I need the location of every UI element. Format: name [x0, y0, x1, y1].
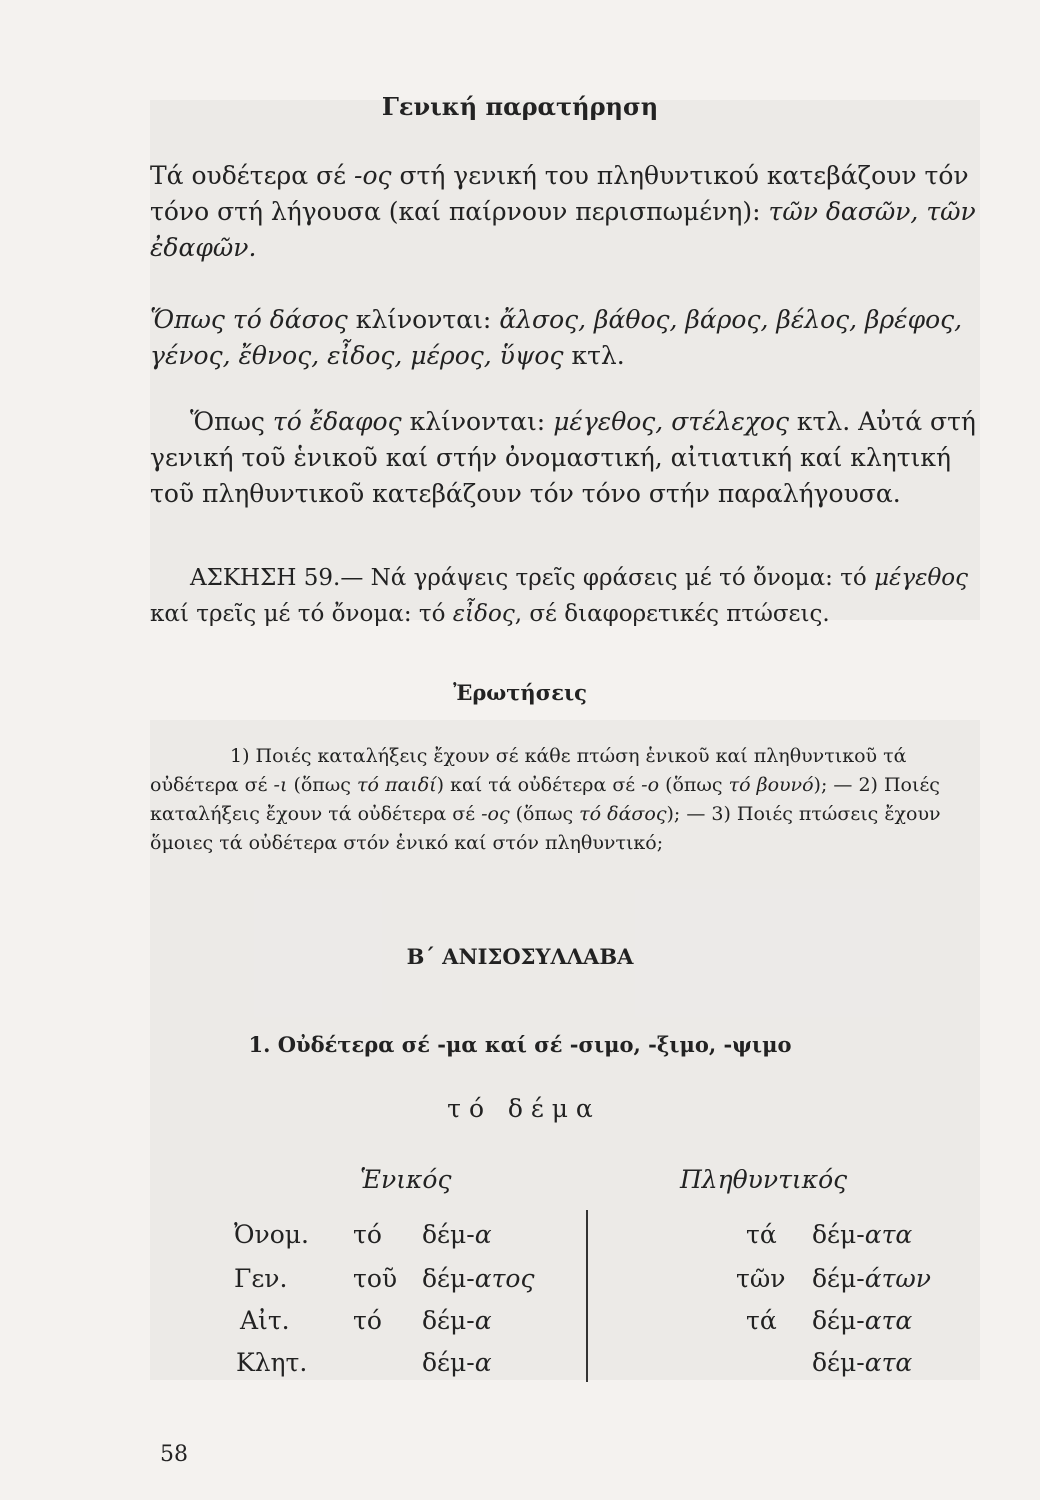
paragraph-2: Ὅπως τό δάσος κλίνονται: ἄλσος, βάθος, βάρος, βέλος, βρέφος, γένος, ἔθνος, εἶδος, μέρος, ὕψος κτλ. [150, 305, 963, 370]
table-row: Κλητ. δέμ-α δέμ-ατα [236, 1348, 913, 1377]
page-number: 58 [160, 1442, 188, 1467]
questions-title: Ἐρωτήσεις [453, 680, 587, 705]
table-row: Γεν. τοῦ δέμ-ατος τῶν δέμ-άτων [234, 1264, 931, 1293]
singular-header: Ἑνικός [360, 1165, 452, 1194]
exercise-59: ΑΣΚΗΣΗ 59.— Νά γράψεις τρεῖς φράσεις μέ τό ὄνομα: τό μέγεθος καί τρεῖς μέ τό ὄνομα: τό εἶδος, σέ διαφορετικές πτώσεις. [150, 565, 969, 627]
table-row: Αἰτ. τό δέμ-α τά δέμ-ατα [240, 1306, 913, 1335]
general-note-title: Γενική παρατήρηση [381, 92, 659, 121]
section-title: Β΄ ΑΝΙΣΟΣΥΛΛΑΒΑ [406, 944, 634, 969]
plural-header: Πληθυντικός [680, 1165, 848, 1194]
table-row: Ὀνομ. τό δέμ-α τά δέμ-ατα [234, 1220, 913, 1249]
paragraph-1: Τά ουδέτερα σέ -ος στή γενική του πληθυντικού κατεβάζουν τόν τόνο στή λήγουσα (καί παίρνουν περισπωμένη): τῶν δασῶν, τῶν ἐδαφῶν. [150, 161, 976, 262]
subsection-title: 1. Οὐδέτερα σέ -μα καί σέ -σιμο, -ξιμο, -ψιμο [248, 1032, 792, 1057]
declension-word: τ ό δ έ μ α [447, 1094, 593, 1123]
questions-text: 1) Ποιές καταλήξεις ἔχουν σέ κάθε πτώση ἑνικοῦ καί πληθυντικοῦ τά οὐδέτερα σέ -ι (ὅπως τό παιδί) καί τά οὐδέτερα σέ -ο (ὅπως τό βουνό); — 2) Ποιές καταλήξεις ἔχουν τά οὐδέτερα σέ -ος (ὅπως τό δάσος); — 3) Ποιές πτώσεις ἔχουν ὅμοιες τά οὐδέτερα στόν ἑνικό καί στόν πληθυντικό; [150, 745, 941, 854]
paragraph-3: Ὅπως τό ἔδαφος κλίνονται: μέγεθος, στέλεχος κτλ. Αὐτά στή γενική τοῦ ἑνικοῦ καί στήν ὀνομαστική, αἰτιατική καί κλητική τοῦ πληθυντικοῦ κατεβάζουν τόν τόνο στήν παραλήγουσα. [150, 407, 976, 508]
